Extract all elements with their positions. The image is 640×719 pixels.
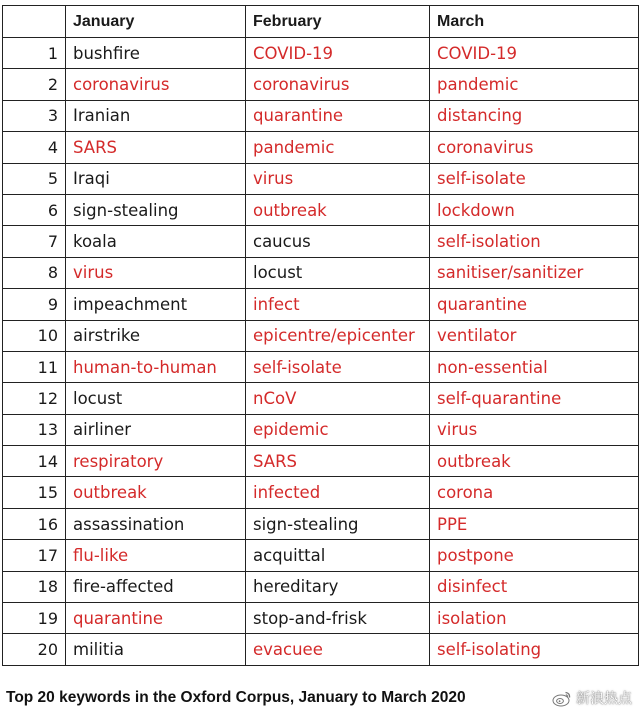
march-keyword-cell: self-quarantine (430, 383, 639, 414)
february-column-header: February (246, 6, 430, 38)
march-keyword-cell: non-essential (430, 351, 639, 382)
january-column-header: January (66, 6, 246, 38)
rank-cell: 17 (3, 540, 66, 571)
keywords-table (2, 5, 639, 666)
rank-cell: 19 (3, 603, 66, 634)
january-keyword-cell: assassination (66, 508, 246, 539)
table-row (3, 38, 639, 69)
march-keyword-cell: coronavirus (430, 132, 639, 163)
january-keyword-cell: Iraqi (66, 163, 246, 194)
march-keyword-cell: quarantine (430, 289, 639, 320)
table-row (3, 194, 639, 225)
february-keyword-cell: self-isolate (246, 351, 430, 382)
rank-cell: 16 (3, 508, 66, 539)
march-keyword-cell: virus (430, 414, 639, 445)
january-keyword-cell: militia (66, 634, 246, 665)
march-column-header: March (430, 6, 639, 38)
january-keyword-cell: flu-like (66, 540, 246, 571)
february-keyword-cell: infected (246, 477, 430, 508)
table-body (3, 38, 639, 666)
february-keyword-cell: evacuee (246, 634, 430, 665)
january-keyword-cell: locust (66, 383, 246, 414)
table-row (3, 477, 639, 508)
february-keyword-cell: outbreak (246, 194, 430, 225)
table-row (3, 571, 639, 602)
march-keyword-cell: pandemic (430, 69, 639, 100)
january-keyword-cell: SARS (66, 132, 246, 163)
rank-cell: 20 (3, 634, 66, 665)
march-keyword-cell: disinfect (430, 571, 639, 602)
table-row (3, 351, 639, 382)
january-keyword-cell: human-to-human (66, 351, 246, 382)
march-keyword-cell: lockdown (430, 194, 639, 225)
rank-cell: 4 (3, 132, 66, 163)
rank-cell: 6 (3, 194, 66, 225)
table-row (3, 226, 639, 257)
january-keyword-cell: quarantine (66, 603, 246, 634)
february-keyword-cell: quarantine (246, 100, 430, 131)
january-keyword-cell: respiratory (66, 446, 246, 477)
table-row (3, 508, 639, 539)
table-row (3, 320, 639, 351)
table-row (3, 69, 639, 100)
march-keyword-cell: self-isolating (430, 634, 639, 665)
rank-cell: 10 (3, 320, 66, 351)
january-keyword-cell: fire-affected (66, 571, 246, 602)
march-keyword-cell: COVID-19 (430, 38, 639, 69)
rank-cell: 15 (3, 477, 66, 508)
rank-cell: 18 (3, 571, 66, 602)
march-keyword-cell: distancing (430, 100, 639, 131)
table-row (3, 634, 639, 665)
rank-cell: 1 (3, 38, 66, 69)
march-keyword-cell: self-isolation (430, 226, 639, 257)
rank-column-header (3, 6, 66, 38)
january-keyword-cell: bushfire (66, 38, 246, 69)
february-keyword-cell: epicentre/epicenter (246, 320, 430, 351)
february-keyword-cell: infect (246, 289, 430, 320)
march-keyword-cell: PPE (430, 508, 639, 539)
header-row (3, 6, 639, 38)
rank-cell: 13 (3, 414, 66, 445)
table-caption: Top 20 keywords in the Oxford Corpus, January to March 2020 (6, 689, 466, 706)
january-keyword-cell: koala (66, 226, 246, 257)
table-row (3, 603, 639, 634)
february-keyword-cell: SARS (246, 446, 430, 477)
rank-cell: 3 (3, 100, 66, 131)
march-keyword-cell: isolation (430, 603, 639, 634)
february-keyword-cell: COVID-19 (246, 38, 430, 69)
table-row (3, 257, 639, 288)
table-row (3, 132, 639, 163)
february-keyword-cell: acquittal (246, 540, 430, 571)
february-keyword-cell: locust (246, 257, 430, 288)
table-row (3, 540, 639, 571)
january-keyword-cell: impeachment (66, 289, 246, 320)
rank-cell: 11 (3, 351, 66, 382)
watermark-text: 新浪热点 (576, 691, 632, 707)
table-row (3, 414, 639, 445)
february-keyword-cell: pandemic (246, 132, 430, 163)
rank-cell: 12 (3, 383, 66, 414)
march-keyword-cell: self-isolate (430, 163, 639, 194)
february-keyword-cell: caucus (246, 226, 430, 257)
march-keyword-cell: sanitiser/sanitizer (430, 257, 639, 288)
rank-cell: 8 (3, 257, 66, 288)
february-keyword-cell: hereditary (246, 571, 430, 602)
march-keyword-cell: corona (430, 477, 639, 508)
february-keyword-cell: epidemic (246, 414, 430, 445)
january-keyword-cell: Iranian (66, 100, 246, 131)
table-row (3, 289, 639, 320)
january-keyword-cell: airstrike (66, 320, 246, 351)
february-keyword-cell: virus (246, 163, 430, 194)
weibo-icon (552, 690, 572, 707)
watermark (552, 688, 632, 708)
rank-cell: 9 (3, 289, 66, 320)
rank-cell: 14 (3, 446, 66, 477)
january-keyword-cell: airliner (66, 414, 246, 445)
rank-cell: 2 (3, 69, 66, 100)
january-keyword-cell: coronavirus (66, 69, 246, 100)
february-keyword-cell: sign-stealing (246, 508, 430, 539)
march-keyword-cell: ventilator (430, 320, 639, 351)
table-row (3, 446, 639, 477)
table-row (3, 100, 639, 131)
table-row (3, 383, 639, 414)
march-keyword-cell: postpone (430, 540, 639, 571)
february-keyword-cell: nCoV (246, 383, 430, 414)
january-keyword-cell: sign-stealing (66, 194, 246, 225)
february-keyword-cell: stop-and-frisk (246, 603, 430, 634)
january-keyword-cell: virus (66, 257, 246, 288)
table-row (3, 163, 639, 194)
march-keyword-cell: outbreak (430, 446, 639, 477)
rank-cell: 5 (3, 163, 66, 194)
january-keyword-cell: outbreak (66, 477, 246, 508)
february-keyword-cell: coronavirus (246, 69, 430, 100)
rank-cell: 7 (3, 226, 66, 257)
